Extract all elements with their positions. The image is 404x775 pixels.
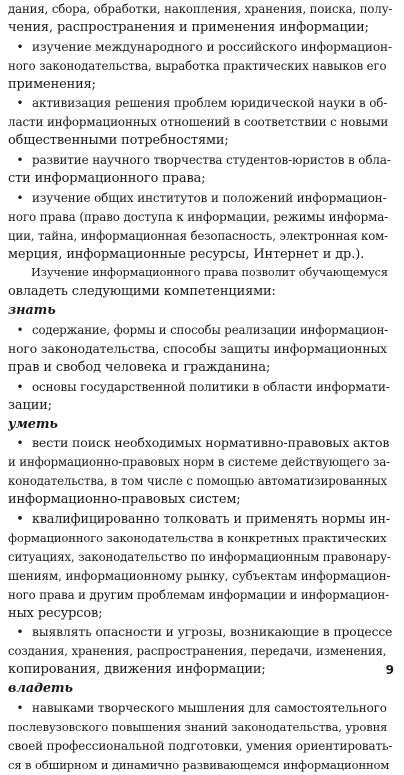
text-line: ного права (право доступа к информации, режимы информа- [8,209,389,224]
section-heading-master: владеть [8,681,73,697]
text-line: ситуациях, законодательство по информационным правонару- [8,549,391,564]
text-line: создания, хранения, распространения, передачи, изменения, [8,644,387,659]
text-line: сти информационного права; [8,171,206,187]
bullet: • [16,625,24,640]
text-line: чения, распространения и применения информации; [8,19,369,35]
text-line: ся в обширном и динамично развивающемся информационном [8,757,390,772]
bullet-line [8,151,392,170]
bullet: • [16,700,24,715]
bullet: • [16,153,24,168]
bullet-line [8,94,392,113]
text-line: мерция, информационные ресурсы, Интернет и др.). [8,246,365,262]
text-line: общественными потребностями; [8,133,229,149]
section-heading-know: знать [8,303,56,319]
text-line: развитие научного творчества студентов-юристов в обла- [32,153,391,168]
text-line: навыками творческого мышления для самостоятельного [32,700,387,715]
text-line: квалифицированно толковать и применять нормы ин- [32,511,391,527]
bullet: • [16,511,24,527]
text-line: применения; [8,76,96,92]
bullet-line [8,434,392,453]
bullet: • [16,323,24,338]
text-line: копирования, движения информации; [8,662,266,678]
text-line: дания, сбора, обработки, накопления, хранения, поиска, полу- [8,2,393,16]
bullet-line [8,510,392,529]
text-line: Изучение информационного права позволит обучающемуся [31,266,388,280]
text-line: вести поиск необходимых нормативно-правовых актов [32,435,390,451]
text-line: ласти информационных отношений в соответствии с новыми [8,115,389,130]
bullet: • [16,379,24,394]
text-line: выявлять опасности и угрозы, возникающие в процессе [32,625,393,640]
bullet: • [16,39,24,54]
bullet-line [8,699,392,718]
text-line: овладеть следующими компетенциями: [8,284,276,300]
paragraph-line [8,264,392,283]
text-line: шениям, информационному рынку, субъектам информацион- [8,568,391,583]
bullet-line [8,38,392,57]
text-line: ного права и другим проблемам информации и информацион- [8,587,390,602]
body-text [8,0,392,775]
text-line: формационного законодательства в конкретных практических [8,530,387,545]
bullet: • [16,190,24,205]
bullet-line [8,189,392,208]
section-heading-be-able: уметь [8,416,58,432]
bullet-line [8,378,392,397]
text-line: конодательства, в том числе с помощью автоматизированных [8,474,388,489]
text-line: ного законодательства, способы защиты информационных [8,342,387,357]
text-line: и информационно-правовых норм в системе действующего за- [8,455,391,470]
text-line: своей профессиональной подготовки, умения ориентировать- [8,738,393,753]
text-line: активизация решения проблем юридической науки в об- [32,96,388,111]
text-line: изучение международного и российского информацион- [32,39,393,54]
text-line: зации; [8,397,52,413]
text-line: ных ресурсов; [8,605,103,621]
text-line: информационно-правовых систем; [8,492,241,508]
bullet: • [16,435,24,451]
text-line: ции, тайна, информационная безопасность, электронная ком- [8,228,389,243]
text-line: прав и свобод человека и гражданина; [8,359,271,375]
bullet-line [8,623,392,642]
text-line: ного законодательства, выработка практических навыков его [8,58,387,73]
text-line: изучение общих институтов и положений информацион- [32,190,387,205]
text-line: основы государственной политики в области информати- [32,379,390,394]
bullet: • [16,96,24,111]
text-line: послевузовского повышения знаний законодательства, уровня [8,719,388,734]
page-number: 9 [385,663,394,677]
bullet-line [8,321,392,340]
text-line: содержание, формы и способы реализации информацион- [32,323,389,338]
